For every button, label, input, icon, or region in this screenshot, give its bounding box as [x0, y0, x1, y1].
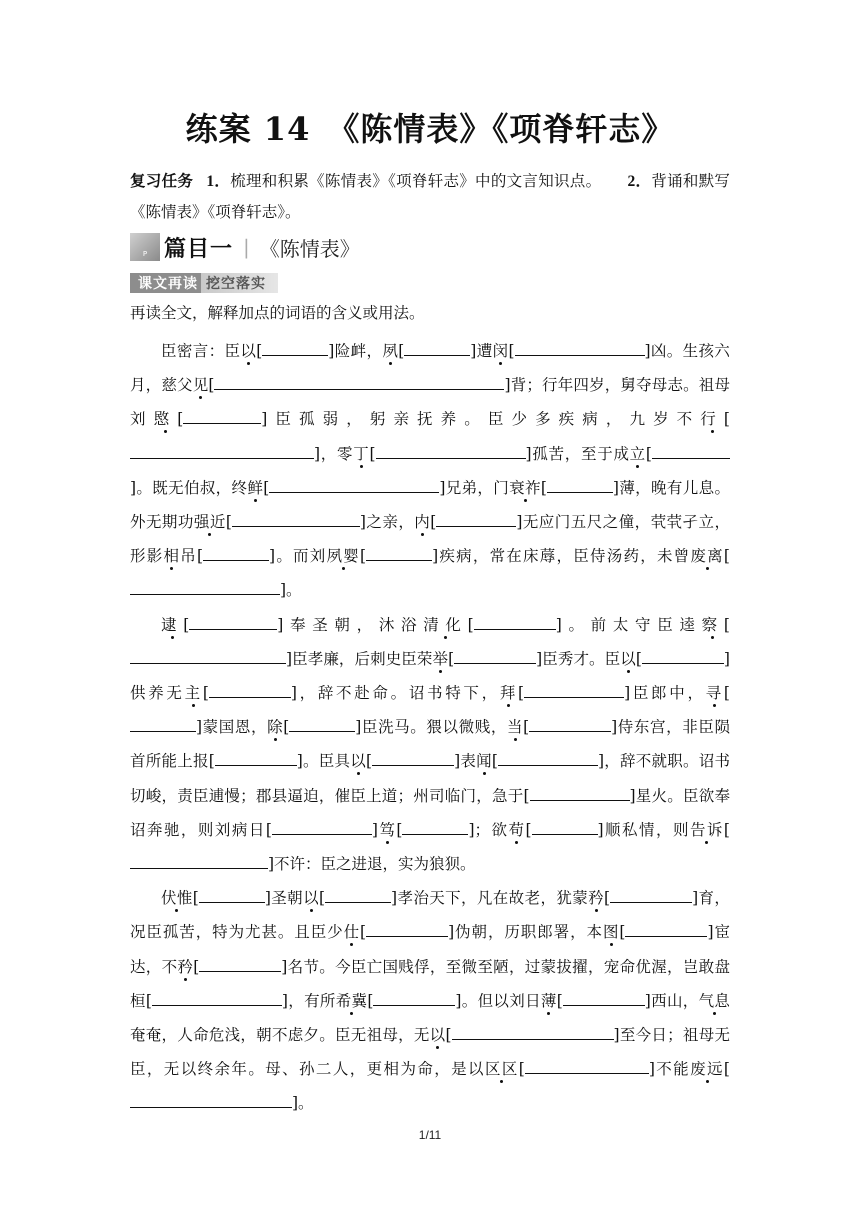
banner-right: 挖空落实 [206, 276, 266, 292]
banner-left: 课文再读 [138, 276, 198, 292]
task-2-text: 背诵和默写《陈情表》《项脊轩志》。 [130, 172, 730, 221]
passage-paragraph-1: 臣密言：臣以[ ]险衅，夙[ ]遭闵[ ]凶。生孩六月，慈父见[ ]背；行年四岁，舅夺母志。祖母刘愍[ ]臣孤弱，躬亲抚养。臣少多疾病，九岁不行[]，零丁[ ]孤苦，至于成立[]。既无伯叔，终鲜[ ]兄弟，门衰祚[ ]薄，晚有儿息。外无期功强近[ ]之亲，内[ ]无应门五尺之僮，茕茕孑立，形影相吊[ ]。而刘夙婴[ ]疾病，常在床蓐，臣侍汤药，未曾废离[]。 [130, 342, 730, 600]
answer-blank[interactable] [525, 1059, 649, 1074]
answer-blank[interactable] [130, 854, 268, 869]
answer-blank[interactable] [130, 1093, 292, 1108]
answer-blank[interactable] [130, 580, 280, 595]
answer-blank[interactable] [610, 888, 692, 903]
answer-blank[interactable] [402, 820, 468, 835]
answer-blank[interactable] [203, 546, 269, 561]
passage-paragraph-3: 伏惟[ ]圣朝以[ ]孝治天下，凡在故老，犹蒙矜[ ]育，况臣孤苦，特为尤甚。且臣少仕[ ]伪朝，历职郎署，本图[ ]宦达，不矜[ ]名节。今臣亡国贱俘，至微至陋，过蒙拔擢，宠命优渥，岂敢盘桓[ ]，有所希冀[ ]。但以刘日薄[ ]西山，气息奄奄，人命危浅，朝不虑夕。臣无祖母，无以[ ]至今日；祖母无臣，无以终余年。母、孙二人，更相为命，是以区区[ ]不能废远[]。 [130, 889, 730, 1113]
answer-blank[interactable] [289, 717, 355, 732]
section-badge-icon: P [130, 233, 160, 261]
section-title: 篇目一 [164, 236, 234, 262]
answer-blank[interactable] [530, 786, 630, 801]
answer-blank[interactable] [436, 512, 516, 527]
answer-blank[interactable] [130, 717, 196, 732]
answer-blank[interactable] [269, 478, 439, 493]
section-subtitle: 《陈情表》 [259, 236, 360, 261]
section-heading [130, 232, 360, 262]
passage-paragraph-2: 逮[ ]奉圣朝，沐浴清化[ ]。前太守臣逵察[]臣孝廉，后刺史臣荣举[ ]臣秀才。臣以[ ]供养无主[ ]，辞不赴命。诏书特下，拜[ ]臣郎中，寻[]蒙国恩，除[ ]臣洗马。猥以微贱，当[ ]侍东宫，非臣陨首所能上报[ ]。臣具以[ ]表闻[ ]，辞不就职。诏书切峻，责臣逋慢；郡县逼迫，催臣上道；州司临门，急于[ ]星火。臣欲奉诏奔驰，则刘病日[ ]笃[ ]；欲苟[ ]顺私情，则告诉[]不许：臣之进退，实为狼狈。 [130, 615, 730, 874]
task-1-text: 梳理和积累《陈情表》《项脊轩志》中的文言知识点。 [230, 172, 602, 190]
answer-blank[interactable] [373, 991, 455, 1006]
task-1-number: 1． [206, 173, 231, 190]
answer-blank[interactable] [262, 341, 328, 356]
answer-blank[interactable] [366, 922, 448, 937]
page-number: 1/11 [418, 1128, 442, 1142]
answer-blank[interactable] [454, 649, 536, 664]
answer-blank[interactable] [625, 922, 707, 937]
answer-blank[interactable] [272, 820, 372, 835]
task-2-number: 2． [627, 173, 652, 190]
answer-blank[interactable] [372, 751, 454, 766]
answer-blank[interactable] [563, 991, 645, 1006]
answer-blank[interactable] [232, 512, 360, 527]
answer-blank[interactable] [532, 820, 598, 835]
answer-blank[interactable] [189, 615, 277, 630]
answer-blank[interactable] [404, 341, 470, 356]
review-tasks [130, 166, 730, 227]
review-label: 复习任务 [130, 172, 194, 190]
answer-blank[interactable] [642, 649, 724, 664]
answer-blank[interactable] [547, 478, 613, 493]
answer-blank[interactable] [199, 957, 281, 972]
answer-blank[interactable] [524, 683, 624, 698]
answer-blank[interactable] [366, 546, 432, 561]
instruction-text: 再读全文，解释加点的词语的含义或用法。 [130, 304, 425, 322]
answer-blank[interactable] [215, 751, 297, 766]
answer-blank[interactable] [529, 717, 611, 732]
answer-blank[interactable] [130, 649, 286, 664]
answer-blank[interactable] [376, 444, 526, 459]
passage-body [130, 334, 730, 1121]
answer-blank[interactable] [199, 888, 265, 903]
answer-blank[interactable] [515, 341, 645, 356]
answer-blank[interactable] [452, 1025, 614, 1040]
answer-blank[interactable] [325, 888, 391, 903]
answer-blank[interactable] [498, 751, 598, 766]
answer-blank[interactable] [209, 683, 291, 698]
section-divider: | [243, 235, 250, 259]
page-title: 练案 14 《陈情表》《项脊轩志》 [185, 110, 675, 148]
section-banner [130, 273, 278, 293]
answer-blank[interactable] [474, 615, 556, 630]
answer-blank[interactable] [214, 375, 504, 390]
answer-blank[interactable] [152, 991, 282, 1006]
answer-blank[interactable] [183, 409, 261, 424]
answer-blank[interactable] [652, 444, 730, 459]
answer-blank[interactable] [130, 444, 314, 459]
